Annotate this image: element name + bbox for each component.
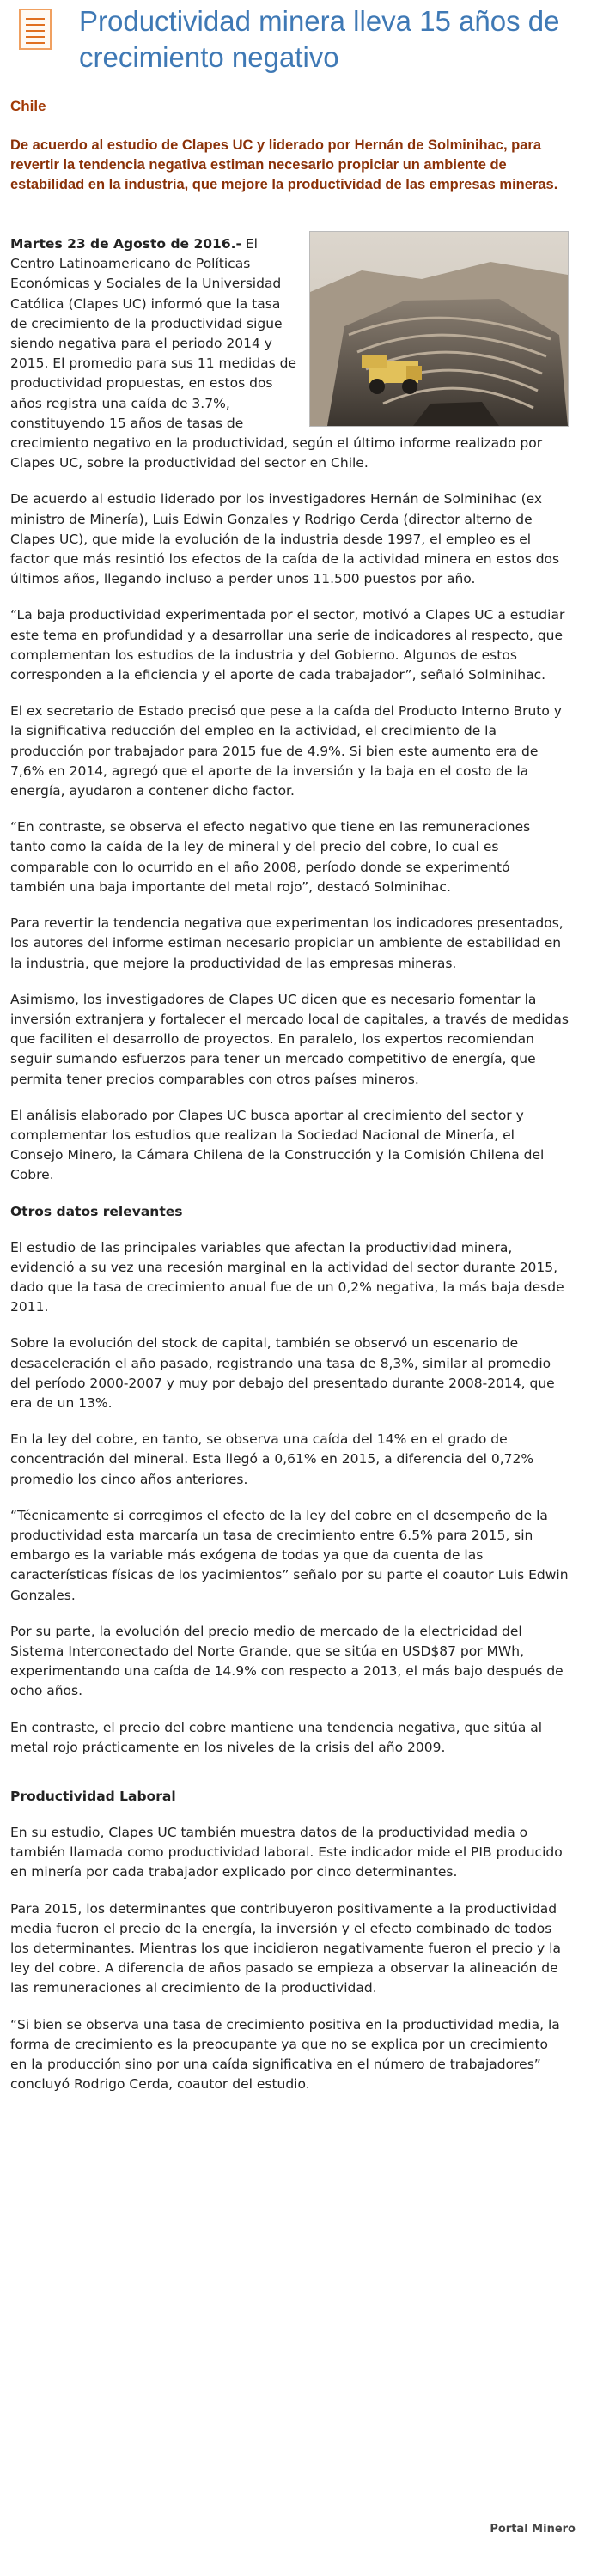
paragraph: Para 2015, los determinantes que contribuyeron positivamente a la productividad media fueron el precio de la energía, la inversión y el efecto combinado de todos los determinantes. Mientras los que incidieron negativamente fueron el precio y la ley del cobre. A diferencia de años pasado se empieza a observar la alineación de las remuneraciones al crecimiento de la productividad. — [10, 1900, 561, 1996]
document-icon — [19, 9, 52, 50]
paragraph: De acuerdo al estudio liderado por los investigadores Hernán de Solminihac (ex ministro de Minería), Luis Edwin Gonzales y Rodrigo Cerda (director alterno de Clapes UC), que mide la evolución de la industria desde 1997, el empleo es el factor que más resintió los efectos de la caída de la actividad minera en estos dos últimos años, llegando incluso a perder unos 11.500 puestos por año. — [10, 491, 560, 587]
paragraph: “En contraste, se observa el efecto negativo que tiene en las remuneraciones tanto como la caída de la ley de mineral y del precio del cobre, lo cual es comparable con lo ocurrido en el año 2008, período donde se experimentó también una baja importante del metal rojo”, destacó Solminihac. — [10, 819, 531, 895]
paragraph: El ex secretario de Estado precisó que pese a la caída del Producto Interno Bruto y la significativa reducción del empleo en la actividad, el crecimiento de la producción por trabajador para 2015 fue de 4.9%. Si bien este aumento era de 7,6% en 2014, agregó que el aporte de la inversión y la baja en el costo de la energía, ayudaron a contener dicho factor. — [10, 703, 562, 799]
paragraph: En la ley del cobre, en tanto, se observa una caída del 14% en el grado de concentración del mineral. Esta llegó a 0,61% en 2015, a diferencia del 0,72% promedio los cinco años anteriores. — [10, 1431, 534, 1487]
paragraph: En su estudio, Clapes UC también muestra datos de la productividad media o también llamada como productividad laboral. Este indicador mide el PIB producido en minería por cada trabajador explicado por cinco determinantes. — [10, 1825, 563, 1880]
subheading-productividad-laboral: Productividad Laboral — [10, 1789, 176, 1804]
paragraph: El análisis elaborado por Clapes UC busca aportar al crecimiento del sector y complementar los estudios que realizan la Sociedad Nacional de Minería, el Consejo Minero, la Cámara Chilena de la Construcción y la Comisión Chilena del Cobre. — [10, 1107, 545, 1183]
paragraph: “Técnicamente si corregimos el efecto de la ley del cobre en el desempeño de la productividad esta marcaría un tasa de crecimiento entre 6.5% para 2015, sin embargo es la variable más exógena de todas ya que da cuenta de las características físicas de los yacimientos” señalo por su parte el coautor Luis Edwin Gonzales. — [10, 1507, 569, 1603]
article-lead: De acuerdo al estudio de Clapes UC y liderado por Hernán de Solminihac, para revertir la tendencia negativa estiman necesario propiciar un ambiente de estabilidad en la industria, que mejore la productividad de las empresas mineras. — [10, 137, 558, 192]
paragraph: El estudio de las principales variables que afectan la productividad minera, evidenció a su vez una recesión marginal en la actividad del sector durante 2015, dado que la tasa de crecimiento anual fue de un 0,2% negativa, la más baja desde 2011. — [10, 1239, 564, 1315]
paragraph: Para revertir la tendencia negativa que experimentan los indicadores presentados, los autores del informe estiman necesario propiciar un ambiente de estabilidad en la industria, que mejore la productividad de las empresas mineras. — [10, 915, 564, 971]
paragraph: “La baja productividad experimentada por el sector, motivó a Clapes UC a estudiar este tema en profundidad y a desarrollar una serie de indicadores al respecto, que complementan los estudios de la industria y del Gobierno. Algunos de estos corresponden a la eficiencia y el aporte de cada trabajador”, señaló Solminihac. — [10, 607, 565, 683]
paragraph: Sobre la evolución del stock de capital, también se observó un escenario de desaceleración el año pasado, registrando una tasa de 8,3%, similar al promedio del período 2000-2007 y muy por debajo del presentado durante 2008-2014, que era de un 13%. — [10, 1335, 555, 1411]
paragraph: En contraste, el precio del cobre mantiene una tendencia negativa, que sitúa al metal rojo prácticamente en los niveles de la crisis del año 2009. — [10, 1719, 543, 1755]
paragraph-intro-text: El Centro Latinoamericano de Políticas Económicas y Sociales de la Universidad Católica (Clapes UC) informó que la tasa de crecimiento de la productividad sigue siendo negativa para el periodo 2014 y 2015. El promedio para sus 11 medidas de productividad propuestas, en estos dos años registra una caída de 3.7%, constituyendo 15 años de tasas de crecimiento negativo en la productividad, según el último informe realizado por Clapes UC, sobre la productividad del sector en Chile. — [10, 236, 543, 471]
article-header — [0, 0, 591, 91]
paragraph: Asimismo, los investigadores de Clapes UC dicen que es necesario fomentar la inversión extranjera y fortalecer el mercado local de capitales, a través de medidas que faciliten el desarrollo de proyectos. En paralelo, los expertos recomiendan seguir sumando esfuerzos para tener un mercado competitivo de energía, que permita tener precios comparables con otros países mineros. — [10, 991, 570, 1087]
mine-photo — [309, 231, 569, 427]
paragraph-intro — [10, 234, 569, 473]
article-title: Productividad minera lleva 15 años de crecimiento negativo — [79, 5, 560, 73]
paragraph: “Si bien se observa una tasa de crecimiento positiva en la productividad media, la forma de crecimiento es la preocupante ya que no se explica por un crecimiento en la producción sino por una caída significativa en el número de trabajadores” concluyó Rodrigo Cerda, coautor del estudio. — [10, 2016, 560, 2093]
article-date: Martes 23 de Agosto de 2016.- — [10, 236, 241, 252]
paragraph: Por su parte, la evolución del precio medio de mercado de la electricidad del Sistema Interconectado del Norte Grande, que se sitúa en USD$87 por MWh, experimentando una caída de 14.9% con respecto a 2013, el más bajo después de ocho años. — [10, 1623, 564, 1699]
section-label: Chile — [10, 98, 46, 114]
article-body — [10, 234, 569, 2111]
subheading-otros-datos: Otros datos relevantes — [10, 1203, 183, 1219]
source-credit: Portal Minero — [490, 2523, 576, 2536]
